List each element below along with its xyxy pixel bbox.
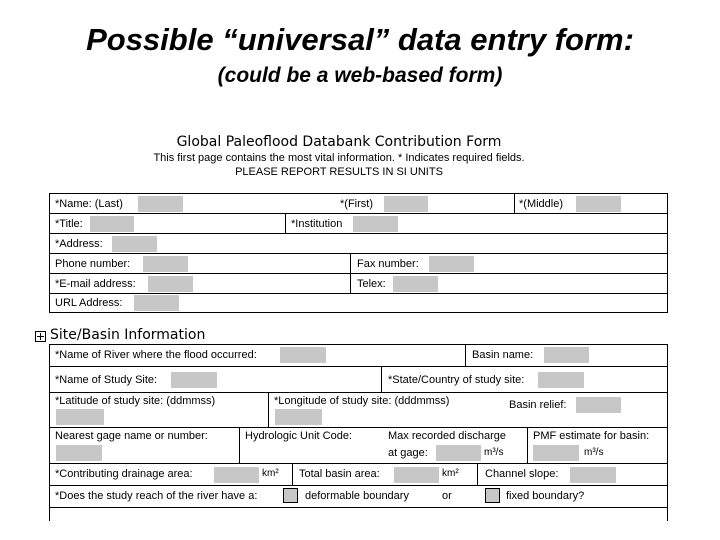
latitude-field[interactable] xyxy=(56,409,104,425)
fixed-boundary-label: fixed boundary? xyxy=(506,490,585,502)
discharge-unit: m³/s xyxy=(484,447,504,458)
max-discharge-label: Max recorded discharge xyxy=(388,430,507,442)
deformable-boundary-label: deformable boundary xyxy=(305,490,409,502)
total-area-label: Total basin area: xyxy=(299,468,380,480)
phone-row xyxy=(50,254,667,274)
name-middle-field[interactable] xyxy=(576,196,621,212)
basin-name-field[interactable] xyxy=(544,347,589,363)
channel-slope-field[interactable] xyxy=(570,467,616,483)
email-label: *E-mail address: xyxy=(55,278,136,290)
fax-cell xyxy=(350,254,667,273)
name-last-label: *Name: (Last) xyxy=(55,198,123,210)
pmf-label: PMF estimate for basin: xyxy=(533,430,650,442)
form-note-required: This first page contains the most vital information. * Indicates required fields. xyxy=(153,152,525,164)
contributing-area-label: *Contributing drainage area: xyxy=(55,468,193,480)
longitude-cell xyxy=(268,393,502,427)
slide-subtitle: (could be a web-based form) xyxy=(217,64,503,87)
total-area-cell xyxy=(292,464,477,485)
institution-cell xyxy=(285,214,667,233)
name-first-label: *(First) xyxy=(340,198,373,210)
contributing-area-field[interactable] xyxy=(214,467,259,483)
fax-field[interactable] xyxy=(429,256,474,272)
institution-label: *Institution xyxy=(291,218,343,230)
max-discharge-cell xyxy=(382,428,527,463)
longitude-label: *Longitude of study site: (dddmmss) xyxy=(274,395,450,407)
form-note-units: PLEASE REPORT RESULTS IN SI UNITS xyxy=(235,166,443,178)
email-field[interactable] xyxy=(148,276,193,292)
contributing-area-unit: km² xyxy=(262,468,279,479)
gage-name-label: Nearest gage name or number: xyxy=(55,430,208,442)
fax-label: Fax number: xyxy=(357,258,419,270)
telex-field[interactable] xyxy=(393,276,438,292)
river-label: *Name of River where the flood occurred: xyxy=(55,349,257,361)
form-title: Global Paleoflood Databank Contribution Form xyxy=(176,134,502,150)
huc-cell xyxy=(239,428,382,463)
telex-label: Telex: xyxy=(357,278,386,290)
phone-label: Phone number: xyxy=(55,258,131,270)
basin-relief-field[interactable] xyxy=(576,397,621,413)
river-row xyxy=(50,345,667,367)
address-field[interactable] xyxy=(112,236,157,252)
name-middle-label: *(Middle) xyxy=(519,198,564,210)
boundary-row xyxy=(50,486,667,508)
channel-slope-label: Channel slope: xyxy=(485,468,559,480)
expand-section-icon[interactable] xyxy=(35,331,46,342)
title-field[interactable] xyxy=(90,216,134,232)
address-label: *Address: xyxy=(55,238,103,250)
basin-relief-label: Basin relief: xyxy=(509,399,567,411)
total-area-unit: km² xyxy=(442,468,459,479)
total-area-field[interactable] xyxy=(394,467,439,483)
email-row xyxy=(50,274,667,294)
phone-field[interactable] xyxy=(143,256,188,272)
state-country-field[interactable] xyxy=(538,372,584,388)
contact-table xyxy=(49,193,668,313)
study-site-row xyxy=(50,367,667,393)
site-table xyxy=(49,344,668,521)
name-first-field[interactable] xyxy=(384,196,428,212)
fixed-boundary-checkbox[interactable] xyxy=(485,488,500,503)
latitude-label: *Latitude of study site: (ddmmss) xyxy=(55,395,216,407)
basin-name-cell xyxy=(465,345,667,366)
river-field[interactable] xyxy=(280,347,326,363)
slide-title: Possible “universal” data entry form: xyxy=(86,22,634,57)
pmf-cell xyxy=(527,428,667,463)
basin-name-label: Basin name: xyxy=(472,349,534,361)
study-site-label: *Name of Study Site: xyxy=(55,374,158,386)
basin-relief-cell xyxy=(502,393,667,427)
study-site-field[interactable] xyxy=(171,372,217,388)
gage-row xyxy=(50,428,667,464)
gage-name-field[interactable] xyxy=(56,445,102,461)
address-row xyxy=(50,234,667,254)
url-row xyxy=(50,294,667,312)
huc-label: Hydrologic Unit Code: xyxy=(245,430,352,442)
institution-field[interactable] xyxy=(353,216,398,232)
reach-question-label: *Does the study reach of the river have a: xyxy=(55,490,258,502)
name-last-field[interactable] xyxy=(138,196,183,212)
or-label: or xyxy=(442,490,452,502)
channel-slope-cell xyxy=(477,464,667,485)
name-middle-cell xyxy=(514,194,667,213)
title-row xyxy=(50,214,667,234)
state-country-label: *State/Country of study site: xyxy=(388,374,525,386)
deformable-boundary-checkbox[interactable] xyxy=(283,488,298,503)
state-country-cell xyxy=(381,367,667,392)
telex-cell xyxy=(350,274,667,293)
longitude-field[interactable] xyxy=(275,409,322,425)
url-label: URL Address: xyxy=(55,297,123,309)
coordinates-row xyxy=(50,393,667,428)
pmf-unit: m³/s xyxy=(584,447,604,458)
title-label: *Title: xyxy=(55,218,83,230)
name-row xyxy=(50,194,667,214)
max-discharge-field[interactable] xyxy=(436,445,481,461)
url-field[interactable] xyxy=(134,295,179,311)
pmf-field[interactable] xyxy=(533,445,579,461)
area-row xyxy=(50,464,667,486)
at-gage-label: at gage: xyxy=(388,447,428,459)
site-section-title: Site/Basin Information xyxy=(50,327,206,343)
